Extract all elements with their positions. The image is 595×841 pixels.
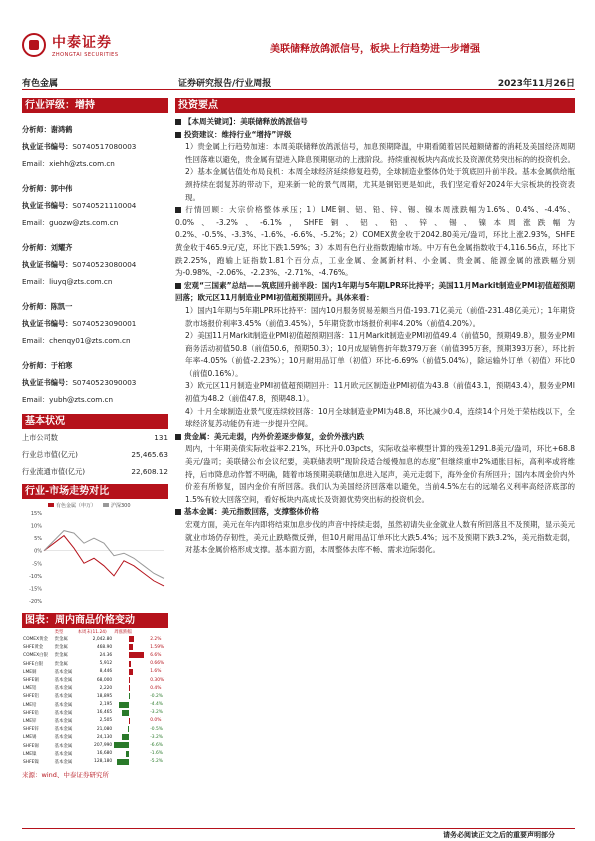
- report-headline: 美联储释放鸽派信号，板块上行趋势进一步增强: [270, 44, 480, 55]
- change-bar: [117, 759, 129, 765]
- y-tick: 10%: [30, 523, 42, 530]
- keyword: 【本周关键词】：美联储释放鸽派信号: [184, 117, 308, 126]
- main-bar: 投资要点: [175, 98, 575, 113]
- analyst-name: 分析师：郭中伟: [22, 184, 73, 193]
- rating-bar: 行业评级：增持: [22, 98, 168, 113]
- macro-summary: 宏观“三国素”总结——筑底回升前半段：国内1年期与5年期LPR环比持平；美国11月Markit制造业PMI初值超预期回落；欧元区11月制造业PMI初值超预期回升。具体来看：: [175, 280, 575, 303]
- change-bar: [126, 751, 130, 757]
- source-note: 来源：wind、中泰证券研究所: [22, 771, 109, 779]
- macro-3: 3）欧元区11月制造业PMI初值超预期回升：11月欧元区制造业PMI初值为43.8（前值43.1，预期43.4），服务业PMI初值为48.2（前值47.8，预期48.1）。: [185, 381, 575, 404]
- analyst-name: 分析师：谢鸿鹤: [22, 125, 73, 134]
- change-bar: [129, 636, 134, 642]
- y-tick: -20%: [29, 599, 42, 605]
- analyst-cert: 执业证书编号：S0740523090003: [22, 378, 137, 387]
- table-row: COMEX黄金 贵金属 2,042.80 2.2%: [23, 636, 162, 643]
- left-column: [22, 98, 168, 779]
- advice-1: 1）贵金属上行趋势加速：本周美联储释放鸽派信号，加息预期降温，中期看随着居民超额储蓄的消耗及美国经济周期性回落难以避免，贵金属有望进入降息预期驱动的上涨阶段。持续重视板块内高成长及资源优势突出标的的投资机会。: [185, 142, 575, 164]
- market-review: 行情回顾：大宗价格整体承压；1）LME铜、铝、铅、锌、锡、镍本周涨跌幅为1.6%、0.4%、-4.4%、0.0%、-3.2%、-6.1%，SHFE铜、铝、铅、锌、锡、镍本周涨跌幅为0.2%、-0.5%、-3.3%、-1.6%、-6.6%、-5.2%；2）COMEX黄金收于2042.80美元/盎司，环比上涨2.93%，SHFE黄金收于465.9元/克，环比下跌1.59%；3）本周有色行业指数跑输市场。中万有色金属指数收于4,116.56点，环比下跌2.25%，跑输上证指数1.81个百分点，工业金属、金属新材料、小金属、贵金属、能源金属的涨跌幅分别为-0.98%、-2.06%、-2.23%、-2.71%、-4.76%。: [175, 205, 575, 278]
- y-tick: 15%: [30, 511, 42, 517]
- y-tick: -15%: [29, 586, 42, 593]
- y-tick: 5%: [34, 536, 42, 543]
- legend-swatch: [103, 503, 109, 507]
- table-row: SHFE黄金 贵金属 468.90 1.59%: [23, 644, 165, 651]
- analyst-name: 分析师：于柏寒: [22, 361, 73, 370]
- analyst-email[interactable]: Email：guozw@zts.com.cn: [22, 218, 119, 227]
- macro-1: 1）国内1年期与5年期LPR环比持平：国内10月服务贸易差额当月值-193.71亿美元（前值-231.48亿美元）；1年期贷款市场报价利率3.45%（前值3.45%），5年期贷款市场报价利率4.20%（前值4.20%）。: [185, 305, 575, 328]
- table-row: SHFE铅 基本金属 16,465 -3.2%: [23, 710, 163, 716]
- page-header: [0, 0, 595, 90]
- change-bar: [129, 644, 133, 650]
- y-tick: -10%: [29, 573, 42, 580]
- price-table: [22, 628, 168, 766]
- bullet-icon: [175, 434, 181, 440]
- table-header: 类型: [54, 629, 64, 635]
- table-row: LME铝 基本金属 2,220 0.4%: [23, 685, 162, 692]
- macro-2: 2）美国11月Markit制造业PMI初值超预期回落：11月Markit制造业PMI初值49.4（前值50，预期49.8），服务业PMI商务活动初值50.8（前值50.6，预期50.3）；10月成屋销售折年数379万套（前值395万套，预期393万套），环比折年率-4.05%（前值-2.23%）；10月耐用品订单（初值）环比-6.69%（前值5.04%），除运输外订单（初值）环比0（前值0.16%）。: [185, 331, 575, 378]
- sector: 有色金属: [22, 79, 59, 89]
- table-row: SHFE镍 基本金属 128,180 -5.2%: [23, 759, 163, 765]
- analyst-name: 分析师：刘耀齐: [22, 243, 73, 252]
- bullet-icon: [175, 119, 181, 125]
- legend-swatch: [48, 503, 54, 507]
- change-bar: [129, 677, 130, 683]
- basic-row: 上市公司数 131: [22, 433, 168, 442]
- table-row: SHFE铜 基本金属 68,000 0.30%: [23, 677, 165, 684]
- analyst-email[interactable]: Email：chenqy01@zts.com.cn: [22, 336, 131, 345]
- change-bar: [129, 652, 144, 658]
- analyst-block: [22, 357, 168, 408]
- logo-icon: [22, 33, 46, 57]
- change-bar: [129, 718, 130, 724]
- analyst-list: [22, 121, 168, 408]
- precious-body: 周内，十年期美债实际收益率2.21%，环比升0.03pcts，实际收益率模型计算的残差1291.8美元/盎司，环比+68.8美元/盎司；美联储公布会议纪要，美联储表明“现阶段适合缓慢加息的态度”但继续重申2%通胀目标，高利率或将维持，后市降息动作暂不明确，随着市场预期美联储加息进入尾声，美元走弱下，海外金价有所回升；国内本周金价内外价差有所修复，国内金价有所回落。我们认为美国经济回落难以避免，当前4.5%左右的远端名义利率高经济底部的1.5%有较大回落空间，看好板块内高成长及资源优势突出标的投资机会。: [185, 444, 575, 504]
- analyst-cert: 执业证书编号：S0740521110004: [22, 201, 137, 210]
- report-date: 2023年11月26日: [497, 79, 575, 89]
- table-row: LME镍 基本金属 16,680 -1.6%: [23, 751, 163, 757]
- table-row: LME锡 基本金属 24,130 -3.2%: [23, 734, 163, 741]
- basic-row: 行业总市值(亿元) 25,465.63: [22, 450, 168, 459]
- subtitle-row: [22, 76, 575, 90]
- legend-label: 沪深300: [111, 503, 131, 509]
- trend-chart: [22, 499, 168, 609]
- bullet-icon: [175, 283, 181, 289]
- analyst-block: [22, 239, 168, 290]
- table-row: SHFE锌 基本金属 21,080 -0.5%: [23, 726, 163, 733]
- change-bar: [114, 742, 129, 748]
- analyst-cert: 执业证书编号：S0740523080004: [22, 260, 137, 269]
- basic-info: [22, 429, 168, 480]
- change-bar: [122, 710, 129, 716]
- table-row: COMEX白银 贵金属 24.36 6.6%: [23, 652, 162, 659]
- y-tick: 0%: [34, 548, 42, 555]
- table-row: SHFE铝 基本金属 18,895 -0.2%: [23, 693, 163, 700]
- legend-label: 有色金属（申万）: [56, 503, 97, 509]
- change-bar: [129, 693, 130, 699]
- change-bar: [122, 734, 129, 740]
- report-type: 证券研究报告/行业周报: [178, 79, 272, 89]
- base-body: 宏观方面，美元在年内即将结束加息步伐的声音中持续走弱，虽然初请失业金就业人数有所回落且不及预期，显示美元就业市场仍存韧性，美元止跌略微反弹，但10月耐用品订单环比大跌5.4%；远不及预期下跌3.2%，美元指数走弱，对基本金属价格形成支撑。基本面方面，本周整体去库不畅、需求边际弱化。: [185, 520, 575, 555]
- analyst-block: [22, 298, 168, 349]
- table-header: 周涨跌幅: [114, 629, 132, 635]
- table-header: 本周末(11.24): [77, 629, 107, 635]
- bullet-icon: [175, 509, 181, 515]
- trend-bar: 行业-市场走势对比: [22, 484, 168, 499]
- analyst-name: 分析师：陈凯一: [22, 302, 73, 311]
- analyst-cert: 执业证书编号：S0740523090001: [22, 319, 137, 328]
- right-column: [175, 98, 575, 557]
- disclaimer: 请务必阅读正文之后的重要声明部分: [443, 830, 555, 839]
- analyst-email[interactable]: Email：liuyq@zts.com.cn: [22, 277, 113, 286]
- analyst-block: [22, 121, 168, 172]
- analyst-cert: 执业证书编号：S0740517080003: [22, 142, 137, 151]
- precious-title: 贵金属：美元走弱，内外价差逐步修复，金价外涨内跌: [184, 431, 364, 441]
- change-bar: [129, 661, 131, 667]
- macro-4: 4）十月全球制造业景气度连续较回落：10月全球制造业PMI为48.8，环比减少0.4，连续14个月处于荣枯线以下，全球经济复苏动能仍有进一步提升空间。: [185, 406, 575, 429]
- change-bar: [129, 669, 133, 675]
- logo-cn: 中泰证券: [52, 35, 112, 51]
- table-row: LME铜 基本金属 8,446 1.6%: [23, 669, 162, 675]
- advice-2: 2）基本金属估值处布局良机：本周全球经济延续修复趋势，全球制造业整体仍处于筑底回升前半段。基本金属供给瓶颈持续在弱复苏的带动下，迎来新一轮的景气周期，尤其是铜铝更是如此，我们坚定看好2024年大宗板块的投资表现。: [185, 167, 575, 202]
- bullet-icon: [175, 132, 181, 138]
- page-footer: [0, 828, 595, 841]
- table-row: LME铅 基本金属 2,195 -4.4%: [23, 702, 163, 708]
- change-bar: [119, 702, 129, 708]
- analyst-email[interactable]: Email：xiehh@zts.com.cn: [22, 159, 115, 168]
- price-bar: 图表：周内商品价格变动: [22, 613, 168, 628]
- series-line: [44, 531, 164, 579]
- analyst-email[interactable]: Email：yubh@zts.com.cn: [22, 395, 114, 404]
- table-row: SHFE锡 基本金属 207,990 -6.6%: [23, 743, 163, 749]
- advice: 投资建议：维持行业“增持”评级: [184, 129, 292, 139]
- bullet-icon: [175, 207, 181, 213]
- basic-row: 行业流通市值(亿元) 22,608.12: [22, 467, 168, 476]
- table-row: LME锌 基本金属 2,505 0.0%: [23, 718, 162, 724]
- analyst-block: [22, 180, 168, 231]
- base-title: 基本金属：美元指数回落，支撑整体价格: [184, 507, 319, 517]
- company-logo: [22, 32, 119, 58]
- table-row: SHFE白银 贵金属 5,912 0.66%: [23, 661, 165, 667]
- change-bar: [128, 726, 129, 732]
- logo-en: ZHONGTAI SECURITIES: [52, 52, 119, 58]
- change-bar: [129, 685, 130, 691]
- basic-bar: 基本状况: [22, 414, 168, 429]
- y-tick: -5%: [32, 561, 42, 568]
- table-header: [22, 628, 54, 635]
